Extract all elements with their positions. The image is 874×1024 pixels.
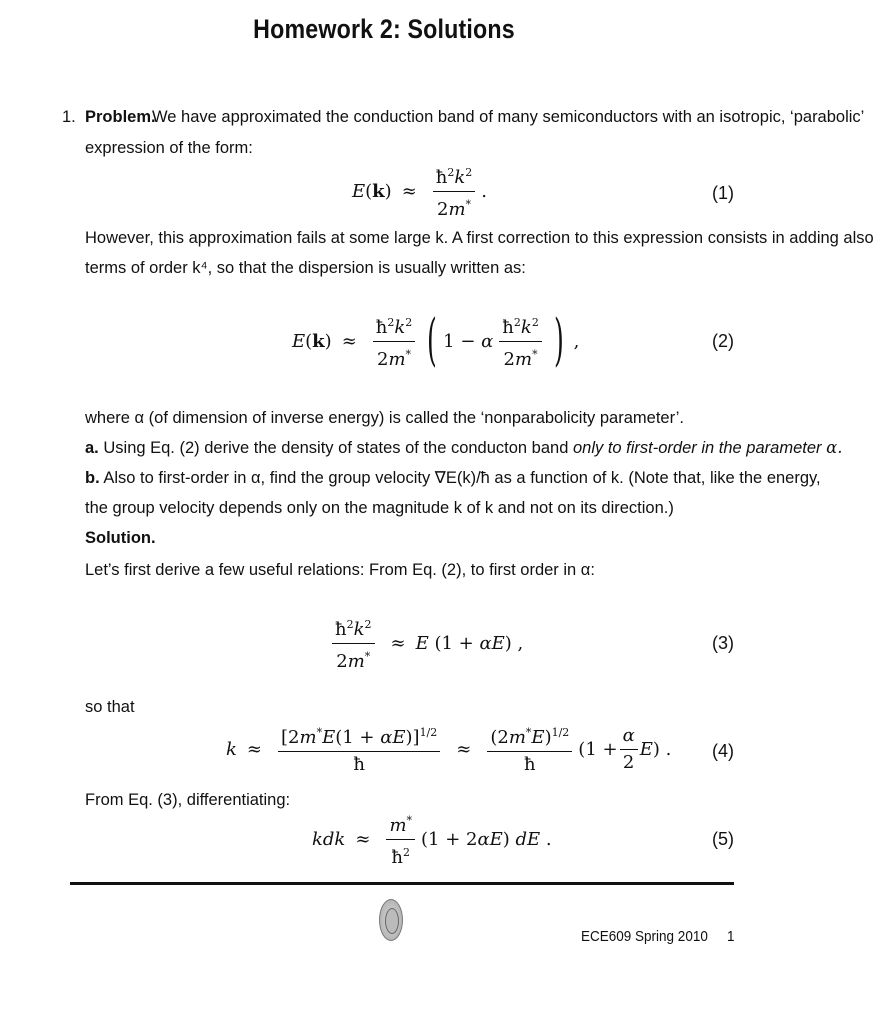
equation-2: E(k) ≈ $\frac{ħ^2k^2}{2m^*}$ ( 1 − α $\frac{ħ^2k^2}{2m^*}$ ) , (292, 308, 580, 373)
footer-rule (70, 882, 734, 885)
equation-2-number: (2) (712, 331, 734, 351)
from-eq3-text: From Eq. (3), differentiating: (85, 791, 291, 809)
part-b-text2: the group velocity depends only on the magnitude k of k and not on its direction.) (85, 499, 674, 517)
part-a-text: Using Eq. (2) derive the density of states of the conducton band (103, 439, 569, 457)
page-title: Homework 2: Solutions (253, 14, 515, 44)
problem-after-eq1-line1: However, this approximation fails at some large k. A first correction to this expression consists in adding also (85, 229, 874, 247)
so-that-text: so that (85, 698, 135, 716)
part-a-italic: only to first-order in the parameter (572, 439, 822, 457)
part-a (85, 438, 843, 458)
equation-1-number: (1) (712, 183, 734, 203)
equation-3: $\frac{ħ^2k^2}{2m^*}$ ≈ E (1 + αE) , (326, 612, 523, 674)
problem-after-eq1-line2: terms of order k⁴, so that the dispersion is usually written as: (85, 259, 526, 277)
problem-number: 1. (62, 108, 76, 126)
equation-1: E(k) ≈ $\frac{ħ^2k^2}{2m^*}$ . (352, 160, 487, 222)
problem-label: Problem. (85, 108, 156, 126)
equation-4: k ≈ $\frac{[2m^*E(1 + \alpha E)]^{1/2}}{ħ}$ ≈ $\frac{(2m^*E)^{1/2}}{ħ}$ (1 + $\frac{\alpha}{2}$ E) . (226, 718, 671, 780)
part-b (85, 468, 821, 488)
equation-3-number: (3) (712, 633, 734, 653)
footer-page-number: 1 (727, 928, 735, 945)
alpha-definition: where α (of dimension of inverse energy) is called the ‘nonparabolicity parameter’. (85, 409, 684, 427)
part-a-label: a. (85, 439, 99, 457)
part-b-label: b. (85, 469, 100, 487)
university-seal-icon (379, 899, 403, 941)
equation-5-number: (5) (712, 829, 734, 849)
solution-line1: Let’s first derive a few useful relations: From Eq. (2), to first order in α: (85, 561, 595, 579)
part-a-alpha: α. (826, 438, 843, 457)
equation-5: kdk ≈ $\frac{m^*}{ħ^2}$ (1 + 2αE) dE . (312, 808, 552, 870)
footer-course: ECE609 Spring 2010 (581, 928, 708, 945)
equation-4-number: (4) (712, 741, 734, 761)
solution-label: Solution. (85, 529, 156, 547)
problem-intro-line2: expression of the form: (85, 139, 253, 157)
problem-intro-line1: We have approximated the conduction band of many semiconductors with an isotropic, ‘parabolic’ (152, 108, 865, 126)
part-b-text1: Also to first-order in α, find the group velocity ∇E(k)/ħ as a function of k. (Note that, like the energy, (103, 469, 821, 487)
